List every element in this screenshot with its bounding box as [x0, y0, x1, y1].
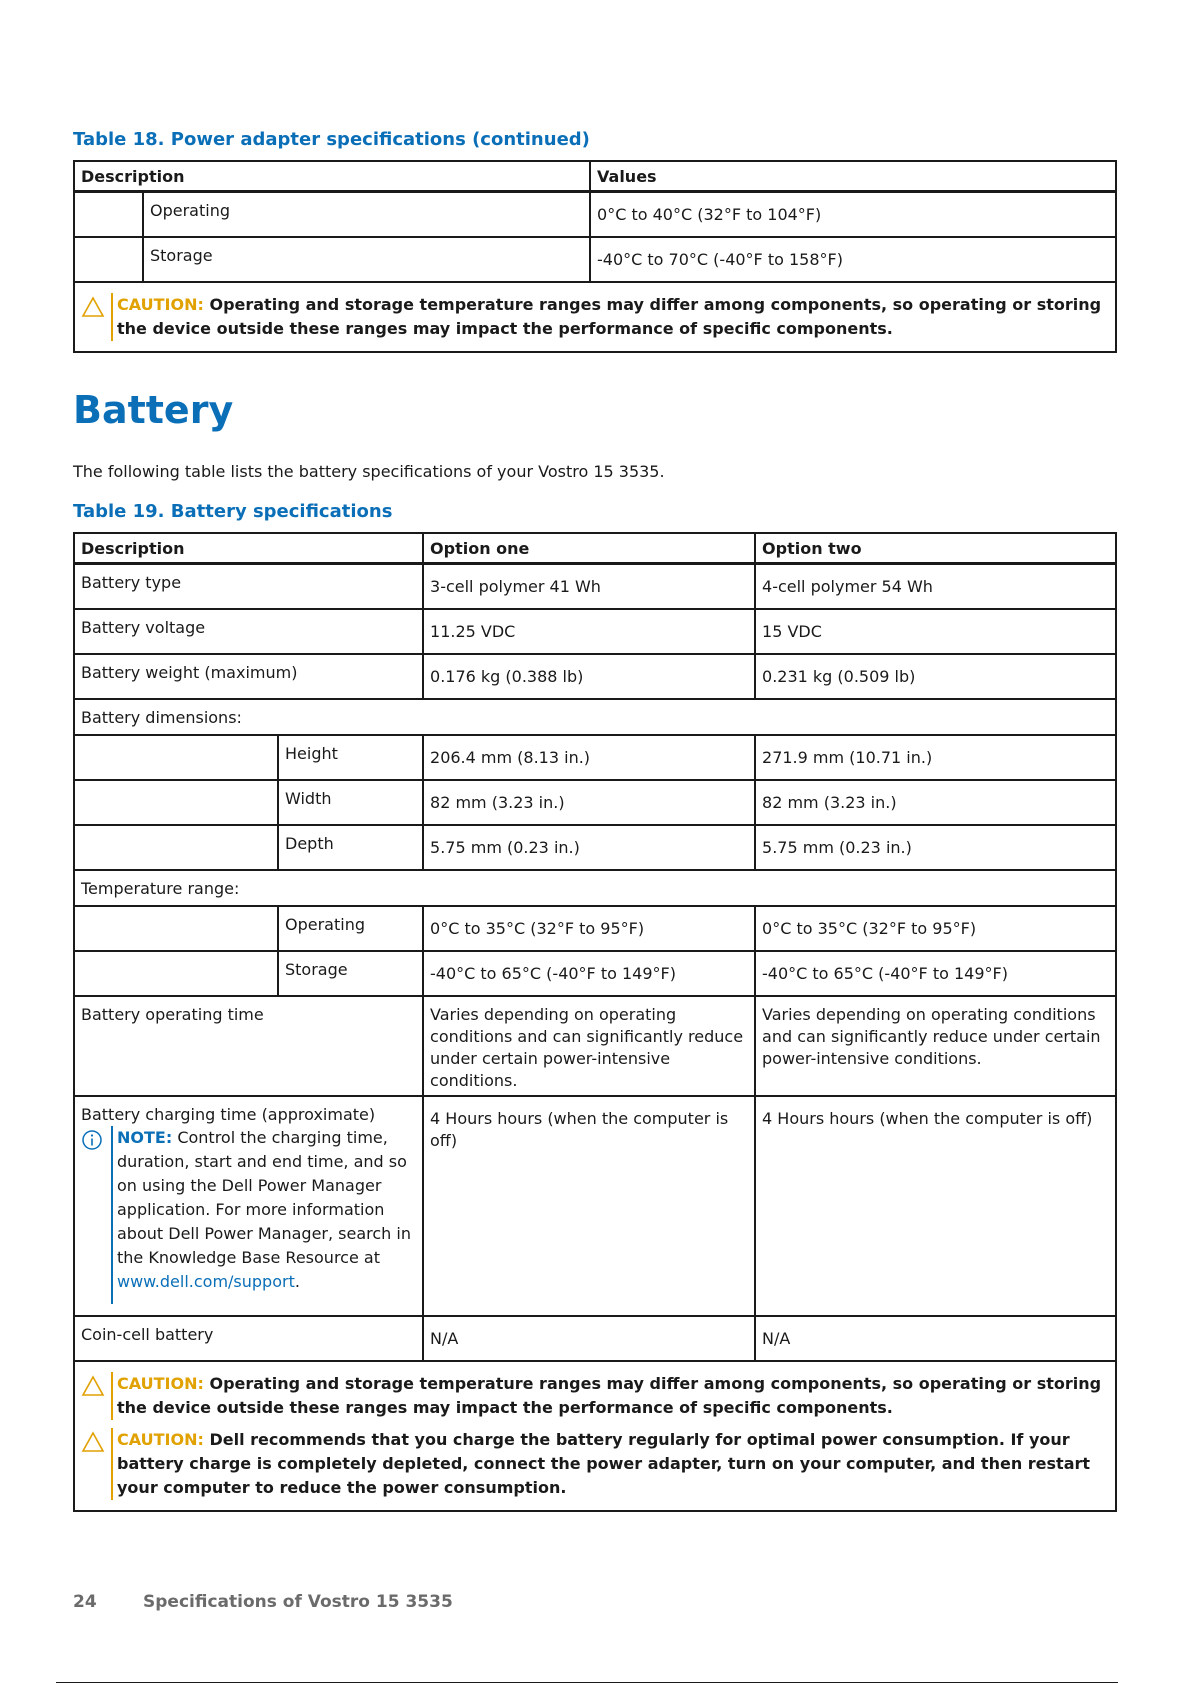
indent-cell	[74, 192, 143, 237]
table-row	[74, 609, 1116, 654]
cell-option-two: -40°C to 65°C (-40°F to 149°F)	[755, 951, 1116, 996]
table-row	[74, 654, 1116, 699]
section-title: Battery	[73, 388, 234, 432]
row-label: Battery weight (maximum)	[74, 654, 423, 699]
cell-option-two: 4 Hours hours (when the computer is off)	[755, 1096, 1116, 1316]
caution-text: Operating and storage temperature ranges may differ among components, so operating or storing the device outside these ranges may impact the performance of specific components.	[117, 1373, 1102, 1417]
note-label: NOTE:	[117, 1127, 173, 1147]
cell-option-one: Varies depending on operating conditions and can significantly reduce under certain power-intensive conditions.	[423, 996, 755, 1096]
group-label-temperature: Temperature range:	[74, 870, 1116, 906]
column-header-values: Values	[590, 161, 1116, 192]
row-label: Battery charging time (approximate)	[81, 1104, 376, 1124]
footer-title: Specifications of Vostro 15 3535	[143, 1592, 453, 1612]
power-adapter-table	[73, 160, 1117, 353]
indent-cell	[74, 735, 278, 780]
indent-cell	[74, 825, 278, 870]
row-label: Height	[278, 735, 423, 780]
cell-option-one: 11.25 VDC	[423, 609, 755, 654]
info-icon	[81, 1126, 111, 1157]
caution-label: CAUTION:	[117, 294, 204, 314]
cell-option-two: 5.75 mm (0.23 in.)	[755, 825, 1116, 870]
indent-cell	[74, 951, 278, 996]
cell-option-one: 0°C to 35°C (32°F to 95°F)	[423, 906, 755, 951]
row-label: Coin-cell battery	[74, 1316, 423, 1361]
value-storage: -40°C to 70°C (-40°F to 158°F)	[590, 237, 1116, 282]
row-label-storage: Storage	[143, 237, 590, 282]
page-footer	[73, 1592, 453, 1612]
caution-triangle-icon	[81, 1372, 111, 1403]
value-operating: 0°C to 40°C (32°F to 104°F)	[590, 192, 1116, 237]
caution-label: CAUTION:	[117, 1373, 204, 1393]
cell-option-two: 0°C to 35°C (32°F to 95°F)	[755, 906, 1116, 951]
indent-cell	[74, 906, 278, 951]
row-label: Battery voltage	[74, 609, 423, 654]
cell-option-one: 3-cell polymer 41 Wh	[423, 564, 755, 609]
caution-label: CAUTION:	[117, 1429, 204, 1449]
caution-notice	[81, 1372, 1105, 1420]
table-row	[74, 1316, 1116, 1361]
table-row	[74, 825, 1116, 870]
caution-text: Dell recommends that you charge the battery regularly for optimal power consumption. If your battery charge is completely depleted, connect the power adapter, turn on your computer, and then restart your computer to reduce the power consumption.	[117, 1429, 1091, 1497]
section-intro: The following table lists the battery specifications of your Vostro 15 3535.	[73, 462, 665, 481]
indent-cell	[74, 780, 278, 825]
caution-cell	[74, 1361, 1116, 1511]
table-19-caption: Table 19. Battery specifications	[73, 501, 393, 522]
caution-notice	[81, 1428, 1105, 1500]
table-row	[74, 699, 1116, 735]
cell-option-two: 4-cell polymer 54 Wh	[755, 564, 1116, 609]
charging-label-cell	[74, 1096, 423, 1316]
note-notice	[81, 1126, 416, 1304]
caution-triangle-icon	[81, 1428, 111, 1459]
column-header-option-one: Option one	[423, 533, 755, 564]
caution-text: Operating and storage temperature ranges may differ among components, so operating or storing the device outside these ranges may impact the performance of specific components.	[117, 294, 1102, 338]
column-header-description: Description	[74, 533, 423, 564]
row-label: Battery type	[74, 564, 423, 609]
row-label: Width	[278, 780, 423, 825]
cell-option-one: 5.75 mm (0.23 in.)	[423, 825, 755, 870]
table-row	[74, 1096, 1116, 1316]
cell-option-two: N/A	[755, 1316, 1116, 1361]
indent-cell	[74, 237, 143, 282]
column-header-option-two: Option two	[755, 533, 1116, 564]
table-row	[74, 906, 1116, 951]
battery-table	[73, 532, 1117, 1512]
table-row	[74, 780, 1116, 825]
cell-option-one: 82 mm (3.23 in.)	[423, 780, 755, 825]
row-label: Battery operating time	[74, 996, 423, 1096]
cell-option-two: 0.231 kg (0.509 lb)	[755, 654, 1116, 699]
row-label: Storage	[278, 951, 423, 996]
table-18-caption: Table 18. Power adapter specifications (continued)	[73, 129, 590, 150]
table-row	[74, 735, 1116, 780]
cell-option-two: 82 mm (3.23 in.)	[755, 780, 1116, 825]
caution-cell	[74, 282, 1116, 352]
support-link[interactable]: www.dell.com/support	[117, 1271, 295, 1291]
footer-rule	[56, 1682, 1118, 1683]
column-header-description: Description	[74, 161, 590, 192]
caution-notice	[81, 293, 1105, 341]
table-row	[74, 870, 1116, 906]
note-end: .	[294, 1271, 300, 1291]
row-label: Operating	[278, 906, 423, 951]
table-row	[74, 564, 1116, 609]
row-label: Depth	[278, 825, 423, 870]
cell-option-two: 15 VDC	[755, 609, 1116, 654]
group-label-dimensions: Battery dimensions:	[74, 699, 1116, 735]
note-text: Control the charging time, duration, start and end time, and so on using the Dell Power Manager application. For more information about Dell Power Manager, search in the Knowledge Base Resource at	[117, 1127, 411, 1267]
cell-option-two: Varies depending on operating conditions and can significantly reduce under certain power-intensive conditions.	[755, 996, 1116, 1096]
cell-option-one: N/A	[423, 1316, 755, 1361]
page-number: 24	[73, 1592, 97, 1612]
row-label-operating: Operating	[143, 192, 590, 237]
cell-option-one: -40°C to 65°C (-40°F to 149°F)	[423, 951, 755, 996]
table-row	[74, 996, 1116, 1096]
cell-option-one: 206.4 mm (8.13 in.)	[423, 735, 755, 780]
caution-triangle-icon	[81, 293, 111, 324]
cell-option-one: 0.176 kg (0.388 lb)	[423, 654, 755, 699]
cell-option-two: 271.9 mm (10.71 in.)	[755, 735, 1116, 780]
cell-option-one: 4 Hours hours (when the computer is off)	[423, 1096, 755, 1316]
table-row	[74, 951, 1116, 996]
